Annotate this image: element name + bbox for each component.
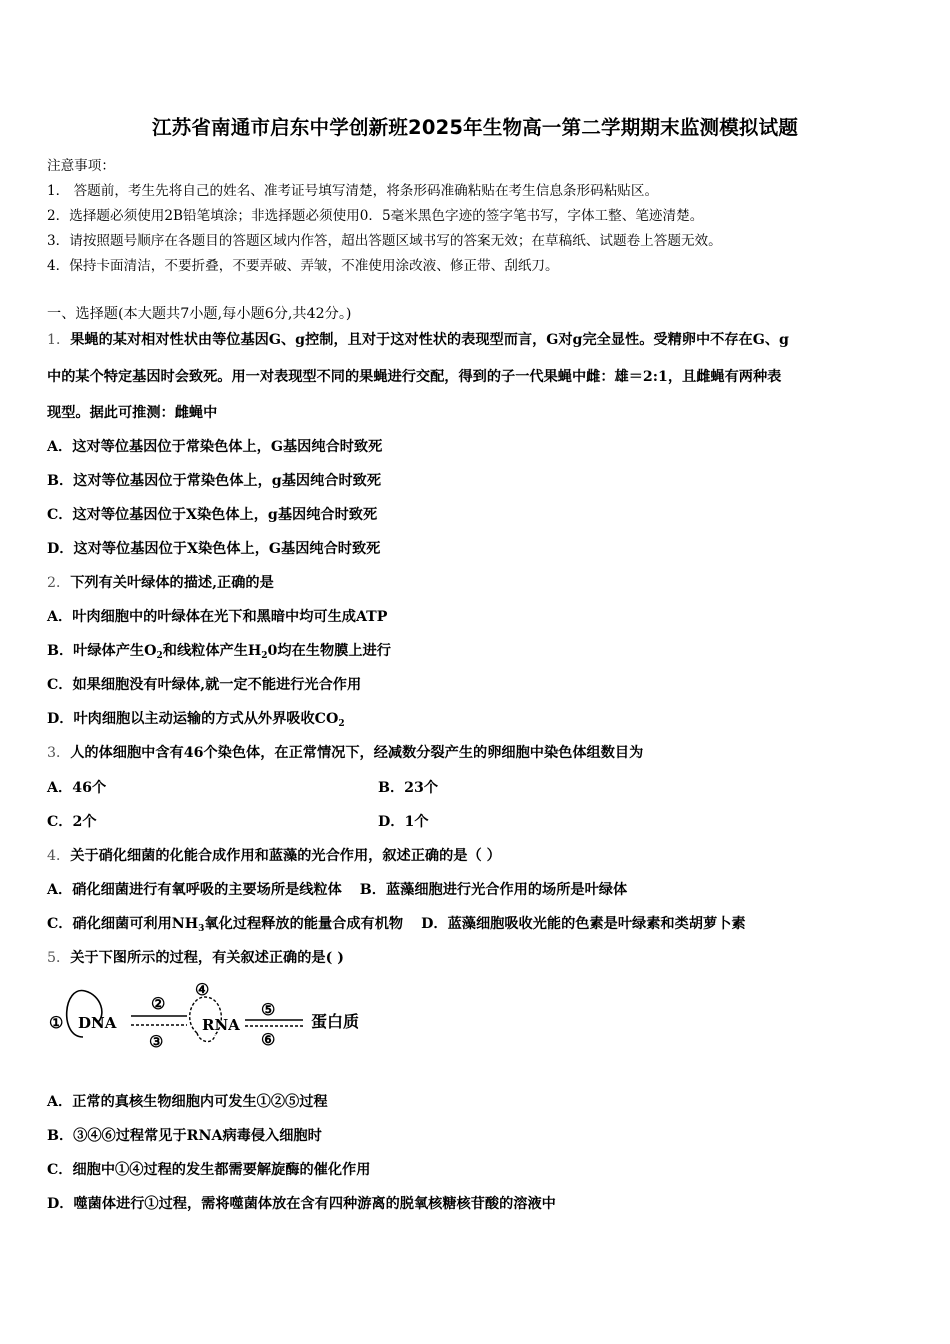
- option-d: D．噬菌体进行①过程，需将噬菌体放在含有四种游离的脱氧核糖核苷酸的溶液中: [47, 1196, 556, 1212]
- label-1: ①: [49, 1013, 64, 1032]
- option-b: B．23个: [378, 780, 439, 796]
- option-d: D．这对等位基因位于X染色体上，G基因纯合时致死: [47, 541, 381, 557]
- option-a: A．这对等位基因位于常染色体上，G基因纯合时致死: [47, 439, 383, 455]
- option-b: [47, 640, 391, 660]
- rna-replication-arrow-lower: [197, 1033, 215, 1042]
- option-row: [47, 913, 746, 933]
- notice-heading: 注意事项：: [47, 158, 115, 174]
- question-1-stem-line2: 中的某个特定基因时会致死。用一对表现型不同的果蝇进行交配，得到的子一代果蝇中雌：雄＝2:1，且雌蝇有两种表: [47, 369, 782, 385]
- section-heading: 一、选择题(本大题共7小题,每小题6分,共42分。): [47, 306, 352, 322]
- question-number: 5．: [47, 950, 71, 966]
- option-c: C．细胞中①④过程的发生都需要解旋酶的催化作用: [47, 1162, 371, 1178]
- option-text: 和线粒体产生H: [162, 643, 262, 659]
- question-2-stem: [47, 572, 274, 592]
- question-text: 关于下图所示的过程，有关叙述正确的是( ): [70, 950, 344, 966]
- option-c: [47, 916, 403, 932]
- option-a: A．硝化细菌进行有氧呼吸的主要场所是线粒体: [47, 882, 342, 898]
- option-a: A．叶肉细胞中的叶绿体在光下和黑暗中均可生成ATP: [47, 609, 388, 625]
- option-b: B．蓝藻细胞进行光合作用的场所是叶绿体: [359, 882, 628, 898]
- central-dogma-diagram: [45, 975, 385, 1055]
- subscript: 2: [156, 651, 163, 661]
- protein-label: 蛋白质: [311, 1012, 360, 1031]
- question-text: 果蝇的某对相对性状由等位基因G、g控制，且对于这对性状的表现型而言，G对g完全显性。受精卵中不存在G、g: [70, 332, 789, 348]
- question-text: 关于硝化细菌的化能合成作用和蓝藻的光合作用，叙述正确的是（ ）: [70, 848, 501, 864]
- option-c: C．2个: [47, 814, 97, 830]
- label-6: ⑥: [261, 1030, 276, 1049]
- dna-label: DNA: [78, 1014, 117, 1032]
- notice-item: 3．请按照题号顺序在各题目的答题区域内作答，超出答题区域书写的答案无效；在草稿纸、试题卷上答题无效。: [47, 233, 722, 249]
- notice-item: 4．保持卡面清洁，不要折叠，不要弄破、弄皱，不准使用涂改液、修正带、刮纸刀。: [47, 258, 559, 274]
- option-text: 氧化过程释放的能量合成有机物: [204, 916, 404, 932]
- question-number: 1．: [47, 332, 71, 348]
- subscript: 2: [261, 651, 268, 661]
- question-number: 2．: [47, 575, 71, 591]
- page-title: 江苏省南通市启东中学创新班2025年生物高一第二学期期末监测模拟试题: [151, 116, 799, 139]
- label-3: ③: [149, 1032, 164, 1051]
- question-1-stem: [47, 329, 789, 349]
- label-4: ④: [195, 980, 210, 999]
- question-number: 3．: [47, 745, 71, 761]
- option-text: 0均在生物膜上进行: [267, 643, 391, 659]
- question-5-stem: [47, 947, 344, 967]
- rna-label: RNA: [202, 1016, 240, 1034]
- label-5: ⑤: [261, 1000, 276, 1019]
- option-text: B．叶绿体产生O: [47, 643, 157, 659]
- question-text: 下列有关叶绿体的描述,正确的是: [70, 575, 274, 591]
- subscript: 3: [198, 924, 205, 934]
- subscript: 2: [338, 719, 345, 729]
- question-1-stem-line3: 现型。据此可推测：雌蝇中: [47, 405, 218, 421]
- option-text: C．硝化细菌可利用NH: [47, 916, 199, 932]
- question-4-stem: [47, 845, 501, 865]
- option-c: C．如果细胞没有叶绿体,就一定不能进行光合作用: [47, 677, 362, 693]
- question-text: 人的体细胞中含有46个染色体，在正常情况下，经减数分裂产生的卵细胞中染色体组数目为: [70, 745, 644, 761]
- question-number: 4．: [47, 848, 71, 864]
- option-b: B．③④⑥过程常见于RNA病毒侵入细胞时: [47, 1128, 322, 1144]
- option-b: B．这对等位基因位于常染色体上，g基因纯合时致死: [47, 473, 382, 489]
- label-2: ②: [151, 994, 166, 1013]
- notice-item: 1． 答题前，考生先将自己的姓名、准考证号填写清楚，将条形码准确粘贴在考生信息条形码粘贴区。: [47, 183, 659, 199]
- notice-item: 2．选择题必须使用2B铅笔填涂；非选择题必须使用0．5毫米黑色字迹的签字笔书写，字体工整、笔迹清楚。: [47, 208, 704, 224]
- option-d: D．1个: [378, 814, 429, 830]
- option-a: A．46个: [47, 780, 107, 796]
- option-c: C．这对等位基因位于X染色体上，g基因纯合时致死: [47, 507, 378, 523]
- option-text: D．叶肉细胞以主动运输的方式从外界吸收CO: [47, 711, 339, 727]
- option-d: [47, 708, 345, 728]
- option-row: [47, 879, 627, 899]
- option-a: A．正常的真核生物细胞内可发生①②⑤过程: [47, 1094, 328, 1110]
- question-3-stem: [47, 742, 643, 762]
- option-d: D．蓝藻细胞吸收光能的色素是叶绿素和类胡萝卜素: [421, 916, 746, 932]
